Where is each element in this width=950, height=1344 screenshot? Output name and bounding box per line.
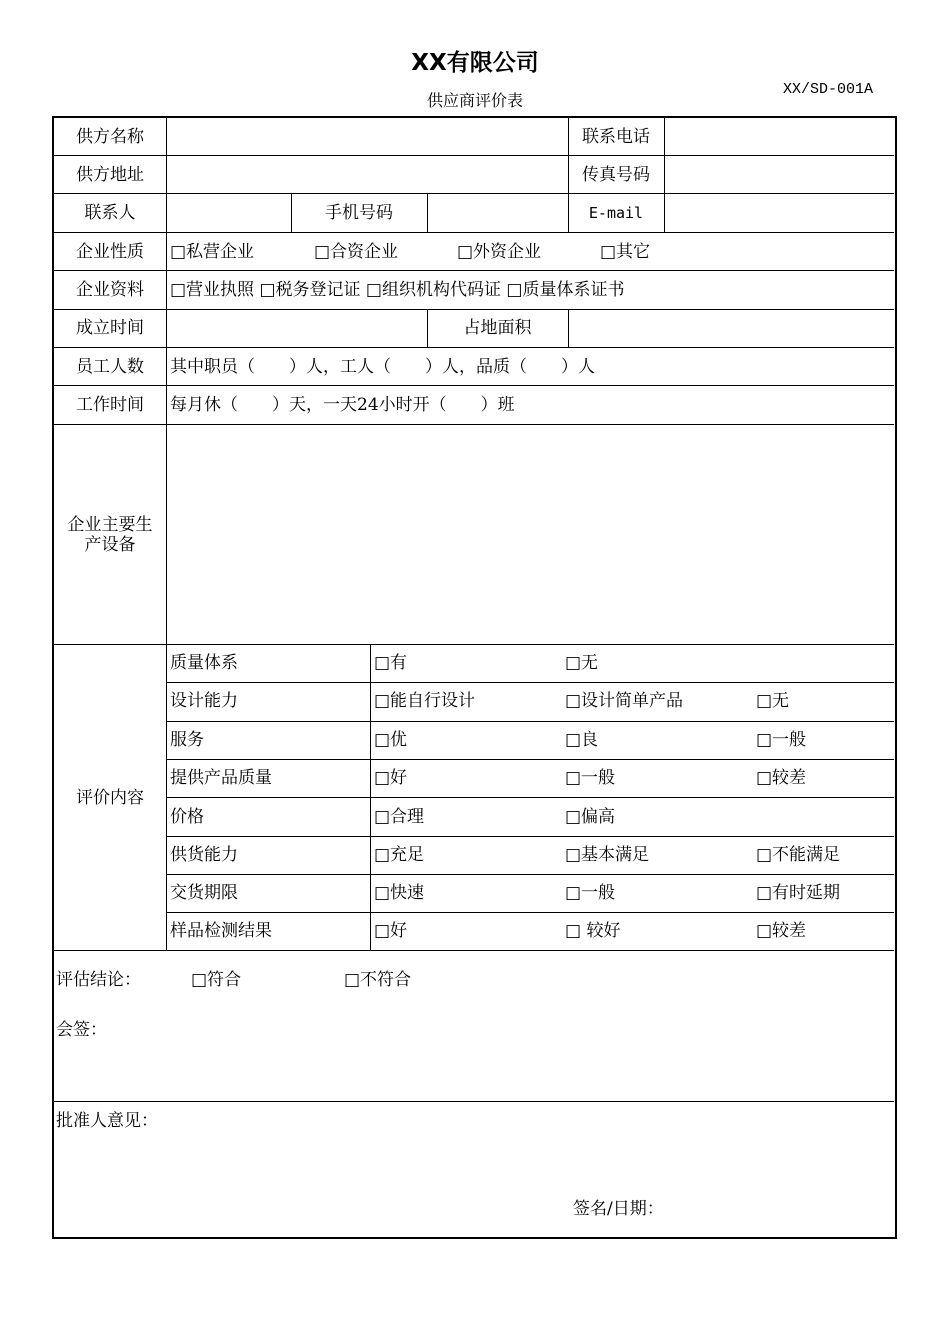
contact-person-label: 联系人 — [84, 203, 136, 223]
evaluation-label: 评价内容 — [76, 788, 144, 808]
row-divider — [54, 1101, 894, 1102]
eval-item: 质量体系 — [170, 653, 238, 673]
eval-option-2[interactable]: □设计简单产品 — [565, 691, 684, 711]
address-field[interactable] — [167, 156, 567, 192]
row-divider — [166, 759, 894, 760]
email-label: E-mail — [588, 204, 644, 222]
nature-other-checkbox[interactable]: □其它 — [600, 242, 651, 262]
address-label: 供方地址 — [76, 165, 144, 185]
fax-label: 传真号码 — [582, 165, 650, 185]
eval-option-2[interactable]: □ 较好 — [565, 921, 621, 941]
nature-private-checkbox[interactable]: □私营企业 — [170, 242, 255, 262]
eval-item: 交货期限 — [170, 883, 238, 903]
eval-item: 供货能力 — [170, 845, 238, 865]
countersign-label: 会签： — [56, 1020, 107, 1040]
company-title: XX有限公司 — [411, 50, 539, 76]
row-divider — [54, 644, 894, 645]
email-field[interactable] — [665, 194, 893, 231]
supplier-name-field[interactable] — [167, 118, 567, 154]
eval-option-1[interactable]: □能自行设计 — [374, 691, 476, 711]
contact-phone-label: 联系电话 — [582, 127, 650, 147]
eval-option-3[interactable]: □无 — [756, 691, 790, 711]
contact-phone-field[interactable] — [665, 118, 893, 154]
eval-item: 价格 — [170, 807, 204, 827]
row-divider — [166, 874, 894, 875]
eval-option-1[interactable]: □好 — [374, 921, 408, 941]
eval-option-1[interactable]: □有 — [374, 653, 408, 673]
staff-text[interactable]: 其中职员（ ）人，工人（ ）人，品质（ ）人 — [170, 357, 595, 377]
worktime-label: 工作时间 — [76, 395, 144, 415]
supplier-name-label: 供方名称 — [76, 127, 144, 147]
founded-field[interactable] — [167, 310, 426, 346]
row-divider — [54, 347, 894, 348]
conclusion-fail-checkbox[interactable]: □不符合 — [344, 970, 412, 990]
row-divider — [54, 232, 894, 233]
eval-option-2[interactable]: □一般 — [565, 883, 616, 903]
eval-option-3[interactable]: □有时延期 — [756, 883, 841, 903]
area-field[interactable] — [569, 310, 893, 346]
row-divider — [166, 836, 894, 837]
eval-option-3[interactable]: □较差 — [756, 921, 807, 941]
eval-item: 样品检测结果 — [170, 921, 272, 941]
equipment-label: 企业主要生 — [67, 515, 153, 535]
docs-label: 企业资料 — [76, 280, 144, 300]
row-divider — [54, 950, 894, 951]
eval-option-2[interactable]: □无 — [565, 653, 599, 673]
document-code: XX/SD-001A — [783, 81, 874, 98]
equipment-field[interactable] — [167, 425, 893, 643]
nature-label: 企业性质 — [76, 242, 144, 262]
eval-option-1[interactable]: □合理 — [374, 807, 425, 827]
sign-date-label: 签名/日期： — [573, 1199, 664, 1219]
eval-item: 提供产品质量 — [170, 768, 272, 788]
area-label: 占地面积 — [463, 318, 532, 338]
row-divider — [166, 912, 894, 913]
nature-joint-venture-checkbox[interactable]: □合资企业 — [314, 242, 399, 262]
column-divider — [370, 644, 371, 950]
fax-field[interactable] — [665, 156, 893, 192]
eval-option-2[interactable]: □偏高 — [565, 807, 616, 827]
mobile-label: 手机号码 — [325, 203, 393, 223]
worktime-text[interactable]: 每月休（ ）天，一天24小时开（ ）班 — [170, 395, 515, 415]
conclusion-label: 评估结论： — [56, 970, 141, 990]
row-divider — [166, 721, 894, 722]
approval-label: 批准人意见： — [56, 1111, 158, 1131]
eval-item: 服务 — [170, 730, 204, 750]
eval-option-2[interactable]: □基本满足 — [565, 845, 650, 865]
supplier-evaluation-form — [52, 116, 897, 1239]
staff-label: 员工人数 — [76, 357, 144, 377]
eval-option-1[interactable]: □快速 — [374, 883, 425, 903]
founded-label: 成立时间 — [76, 318, 144, 338]
eval-option-3[interactable]: □较差 — [756, 768, 807, 788]
eval-option-1[interactable]: □优 — [374, 730, 408, 750]
nature-foreign-checkbox[interactable]: □外资企业 — [457, 242, 542, 262]
row-divider — [54, 385, 894, 386]
eval-item: 设计能力 — [170, 691, 238, 711]
docs-options[interactable]: □营业执照 □税务登记证 □组织机构代码证 □质量体系证书 — [170, 280, 625, 300]
eval-option-3[interactable]: □一般 — [756, 730, 807, 750]
eval-option-2[interactable]: □一般 — [565, 768, 616, 788]
eval-option-2[interactable]: □良 — [565, 730, 599, 750]
row-divider — [166, 797, 894, 798]
equipment-label: 产设备 — [84, 535, 136, 555]
eval-option-1[interactable]: □充足 — [374, 845, 425, 865]
eval-option-1[interactable]: □好 — [374, 768, 408, 788]
form-title: 供应商评价表 — [426, 91, 523, 110]
conclusion-pass-checkbox[interactable]: □符合 — [191, 970, 242, 990]
row-divider — [54, 270, 894, 271]
eval-option-3[interactable]: □不能满足 — [756, 845, 841, 865]
row-divider — [166, 682, 894, 683]
contact-person-field[interactable] — [167, 194, 290, 231]
mobile-field[interactable] — [428, 194, 567, 231]
